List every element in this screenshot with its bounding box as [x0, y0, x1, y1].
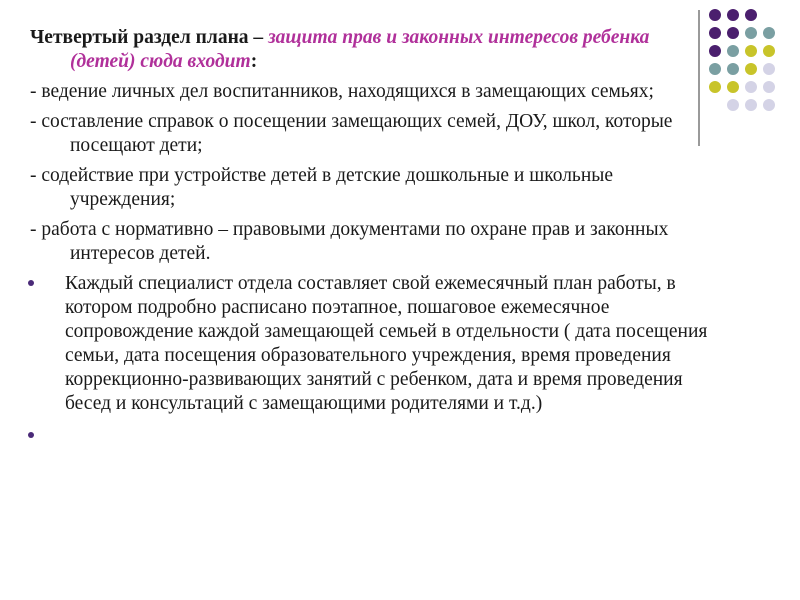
decorative-dot	[745, 81, 757, 93]
decorative-dot	[745, 99, 757, 111]
decorative-dot	[727, 27, 739, 39]
decorative-dot-grid	[709, 9, 775, 111]
bullet-icon	[28, 280, 34, 286]
decorative-dot	[745, 63, 757, 75]
list-item: - работа с нормативно – правовыми документами по охране прав и законных интересов детей.	[30, 219, 669, 264]
decorative-dot	[709, 63, 721, 75]
list-item: - ведение личных дел воспитанников, находящихся в замещающих семьях;	[30, 81, 654, 102]
decorative-dot	[763, 45, 775, 57]
decorative-dot	[727, 63, 739, 75]
heading-tail: :	[250, 51, 258, 72]
decorative-dot	[763, 63, 775, 75]
decorative-dot	[727, 45, 739, 57]
decorative-dot	[709, 27, 721, 39]
bullet-paragraph-text: Каждый специалист отдела составляет свой ежемесячный план работы, в котором подробно расписано поэтапное, пошаговое ежемесячное сопровождение каждой замещающей семьей в отдельности ( дата посещения семьи, дата посещения образовательного учреждения, время проведения коррекционно-развивающих занятий с ребенком, дата и время проведения бесед и консультаций с замещающими родителями и т.д.)	[65, 273, 708, 414]
decorative-dot	[709, 81, 721, 93]
decorative-dot	[745, 9, 757, 21]
decorative-dot	[709, 9, 721, 21]
decorative-dot	[727, 9, 739, 21]
decorative-dot	[745, 45, 757, 57]
decorative-dot	[763, 81, 775, 93]
decorative-dot	[763, 27, 775, 39]
decorative-dot	[727, 99, 739, 111]
decorative-dot	[709, 99, 721, 111]
heading-accent: защита прав и законных интересов ребенка (детей) сюда входит	[70, 27, 650, 72]
decorative-dot	[763, 99, 775, 111]
slide-content	[30, 26, 710, 448]
list-item: - составление справок о посещении замещающих семей, ДОУ, школ, которые посещают дети;	[30, 111, 673, 156]
list-item: - содействие при устройстве детей в детские дошкольные и школьные учреждения;	[30, 165, 614, 210]
heading-lead: Четвертый раздел плана –	[30, 27, 269, 48]
empty-bullet-item	[30, 424, 710, 448]
decorative-dot	[709, 45, 721, 57]
bullet-icon	[28, 432, 34, 438]
decorative-dot	[763, 9, 775, 21]
decorative-dot	[745, 27, 757, 39]
decorative-dot	[727, 81, 739, 93]
bullet-paragraph	[30, 272, 710, 416]
section-heading	[30, 26, 710, 74]
